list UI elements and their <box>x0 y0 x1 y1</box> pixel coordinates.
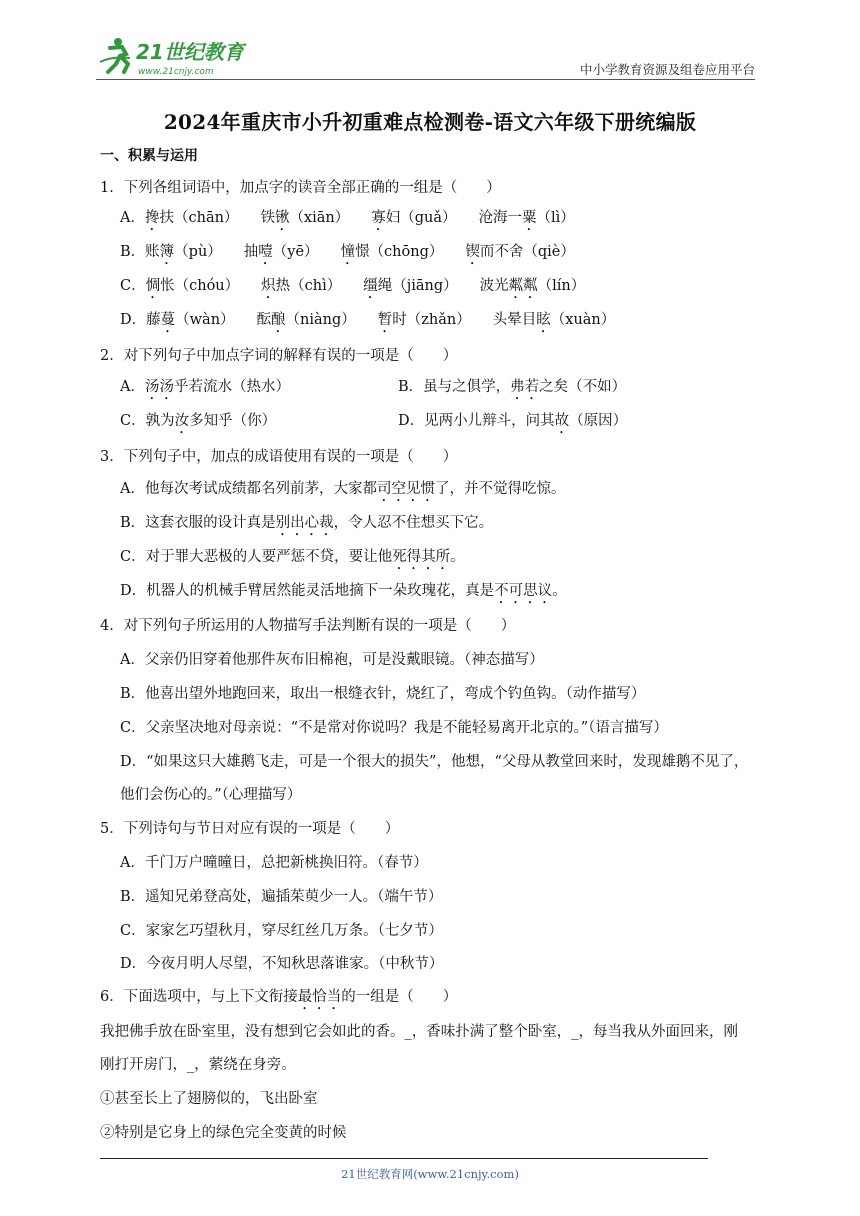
question-4-option-c: C．父亲坚决地对母亲说：“不是常对你说吗？我是不能轻易离开北京的。”（语言描写） <box>120 720 668 736</box>
question-2-stem: 2．对下列句子中加点字词的解释有误的一项是（ ） <box>100 348 458 364</box>
question-6-passage-line-1: 我把佛手放在卧室里，没有想到它会如此的香。_，香味扑满了整个卧室，_，每当我从外面回来，刚 <box>100 1024 738 1040</box>
question-6-stem: 6．下面选项中，与上下文衔接最恰当的一组是（ ） <box>100 989 458 1005</box>
question-2-option-b: B．虽与之俱学，弗若之矣（不如） <box>398 379 627 395</box>
question-3-stem: 3．下列句子中，加点的成语使用有误的一项是（ ） <box>100 449 458 465</box>
question-2-option-c: C．孰为汝多知乎（你） <box>120 413 277 429</box>
question-4-stem: 4．对下列句子所运用的人物描写手法判断有误的一项是（ ） <box>100 618 516 634</box>
question-4-option-d: D．“如果这只大雄鹅飞走，可是一个很大的损失”，他想，“父母从教堂回来时，发现雄鹅不见了， <box>120 754 749 770</box>
question-3-option-c: C．对于罪大恶极的人要严惩不贷，要让他死得其所。 <box>120 549 465 565</box>
question-5-option-b: B．遥知兄弟登高处，遍插茱萸少一人。（端午节） <box>120 889 443 905</box>
question-1-stem: 1．下列各组词语中，加点字的读音全部正确的一组是（ ） <box>100 180 501 196</box>
question-6-choice-1: ①甚至长上了翅膀似的，飞出卧室 <box>100 1091 318 1107</box>
header-platform-text: 中小学教育资源及组卷应用平台 <box>579 62 755 77</box>
section-heading: 一、积累与运用 <box>100 148 198 164</box>
question-4-option-b: B．他喜出望外地跑回来，取出一根缝衣针，烧红了，弯成个钓鱼钩。（动作描写） <box>120 686 646 702</box>
question-6-passage-line-2: 刚打开房门，_，萦绕在身旁。 <box>100 1057 296 1073</box>
header-divider <box>96 79 755 80</box>
question-3-option-d: D．机器人的机械手臂居然能灵活地摘下一朵玫瑰花，真是不可思议。 <box>120 583 567 599</box>
page-footer: 21世纪教育网(www.21cnjy.com) <box>341 1167 519 1181</box>
page-title: 2024年重庆市小升初重难点检测卷-语文六年级下册统编版 <box>163 110 697 134</box>
question-4-option-d-cont: 他们会伤心的。”（心理描写） <box>120 787 302 803</box>
question-5-option-c: C．家家乞巧望秋月，穿尽红丝几万条。（七夕节） <box>120 923 443 939</box>
question-2-option-a: A．汤汤乎若流水（热水） <box>120 379 290 395</box>
footer-divider <box>100 1158 708 1159</box>
question-3-option-a: A．他每次考试成绩都名列前茅，大家都司空见惯了，并不觉得吃惊。 <box>120 481 566 497</box>
question-3-option-b: B．这套衣服的设计真是别出心裁，令人忍不住想买下它。 <box>120 515 494 531</box>
runner-icon <box>100 38 130 72</box>
question-1-option-b: B．账簿（pù） 抽噎（yē） 憧憬（chōng） 锲而不舍（qiè） <box>120 244 575 260</box>
page-header <box>96 30 755 80</box>
question-1-option-d: D．藤蔓（wàn） 酝酿（niàng） 暂时（zhǎn） 头晕目眩（xuàn） <box>120 312 616 328</box>
logo-text: 21世纪教育 <box>136 40 244 64</box>
site-logo <box>96 34 266 78</box>
question-4-option-a: A．父亲仍旧穿着他那件灰布旧棉袍，可是没戴眼镜。（神态描写） <box>120 652 544 668</box>
question-2-option-d: D．见两小儿辩斗，问其故（原因） <box>398 413 628 429</box>
question-5-option-d: D．今夜月明人尽望，不知秋思落谁家。（中秋节） <box>120 956 444 972</box>
logo-url: www.21cnjy.com <box>138 67 214 77</box>
question-5-stem: 5．下列诗句与节日对应有误的一项是（ ） <box>100 821 400 837</box>
question-1-option-c: C．惆怅（chóu） 炽热（chì） 缰绳（jiāng） 波光粼粼（lín） <box>120 278 586 294</box>
question-6-choice-2: ②特别是它身上的绿色完全变黄的时候 <box>100 1125 347 1141</box>
question-1-option-a: A．搀扶（chān） 铁锹（xiān） 寡妇（guǎ） 沧海一粟（lì） <box>120 210 575 226</box>
question-5-option-a: A．千门万户曈曈日，总把新桃换旧符。（春节） <box>120 855 428 871</box>
